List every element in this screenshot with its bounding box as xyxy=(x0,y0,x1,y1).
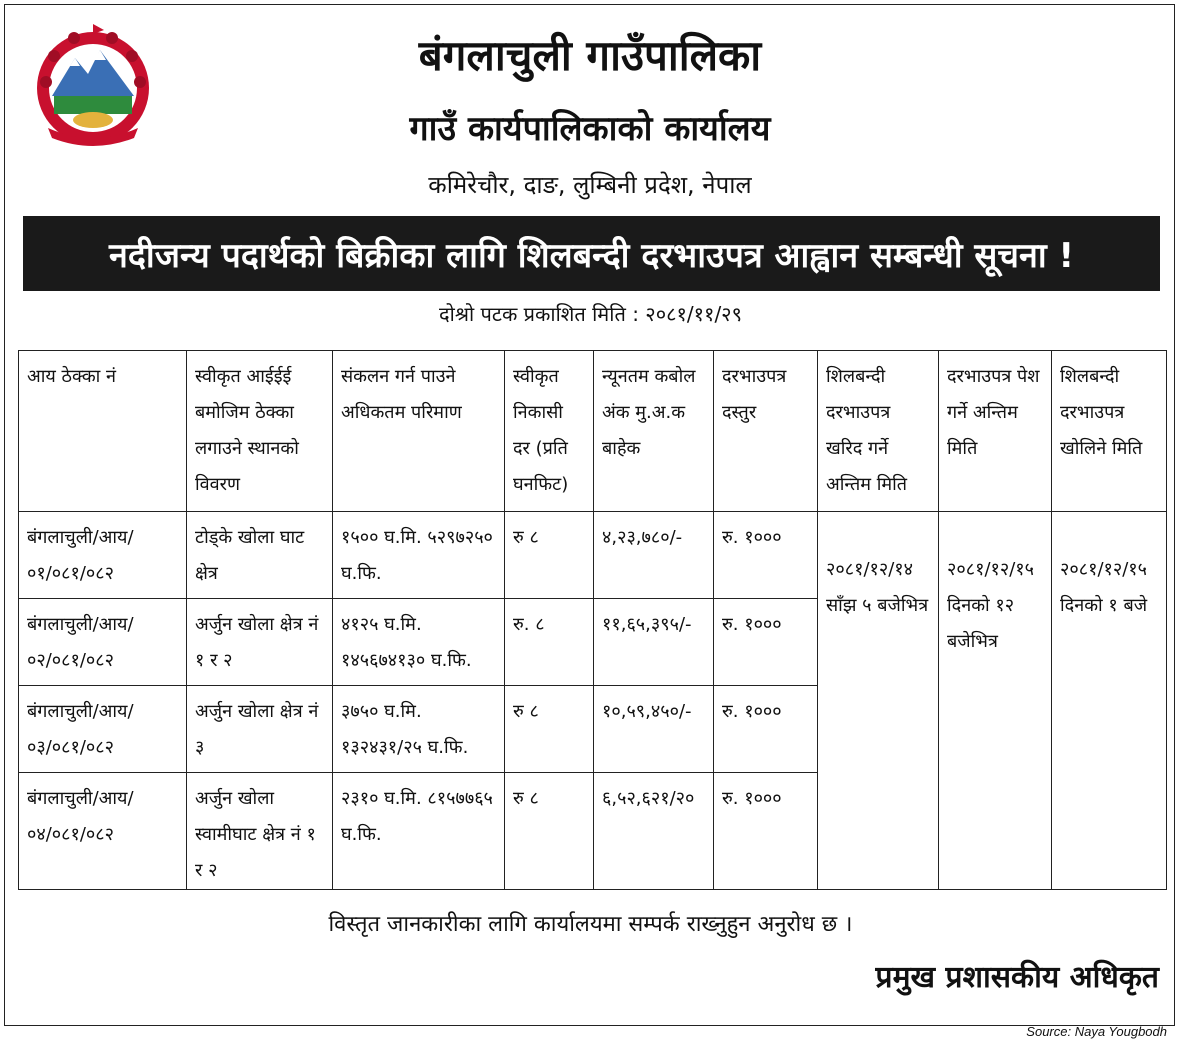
column-header: दरभाउपत्र दस्तुर xyxy=(714,351,818,512)
officer-signature: प्रमुख प्रशासकीय अधिकृत xyxy=(875,960,1159,995)
column-header: शिलबन्दी दरभाउपत्र खरिद गर्ने अन्तिम मिति xyxy=(818,351,939,512)
notice-banner xyxy=(23,216,1160,291)
office-title: गाउँ कार्यपालिकाको कार्यालय xyxy=(409,109,771,149)
contract-number-cell: बंगलाचुली/आय/०४/०८१/०८२ xyxy=(19,773,187,890)
fee-cell: रु. १००० xyxy=(714,512,818,599)
quantity-cell: ४१२५ घ.मि. १४५६७४१३० घ.फि. xyxy=(333,599,505,686)
rate-cell: रु ८ xyxy=(505,686,594,773)
fee-cell: रु. १००० xyxy=(714,686,818,773)
location-cell: अर्जुन खोला क्षेत्र नं ३ xyxy=(187,686,333,773)
column-header: आय ठेक्का नं xyxy=(19,351,187,512)
quantity-cell: १५०० घ.मि. ५२९७२५० घ.फि. xyxy=(333,512,505,599)
location-cell: अर्जुन खोला क्षेत्र नं १ र २ xyxy=(187,599,333,686)
column-header: स्वीकृत निकासी दर (प्रति घनफिट) xyxy=(505,351,594,512)
column-header: स्वीकृत आईईई बमोजिम ठेक्का लगाउने स्थानको विवरण xyxy=(187,351,333,512)
column-header: न्यूनतम कबोल अंक मु.अ.क बाहेक xyxy=(594,351,714,512)
contact-note: विस्तृत जानकारीका लागि कार्यालयमा सम्पर्क राख्नुहुन अनुरोध छ । xyxy=(328,912,853,937)
purchase-deadline-cell: २०८१/१२/१४ साँझ ५ बजेभित्र xyxy=(818,512,939,890)
contract-number-cell: बंगलाचुली/आय/०२/०८१/०८२ xyxy=(19,599,187,686)
opening-date-cell: २०८१/१२/१५ दिनको १ बजे xyxy=(1052,512,1167,890)
column-header: संकलन गर्न पाउने अधिकतम परिमाण xyxy=(333,351,505,512)
rate-cell: रु ८ xyxy=(505,512,594,599)
min-bid-cell: ११,६५,३९५/- xyxy=(594,599,714,686)
location-cell: टोड्के खोला घाट क्षेत्र xyxy=(187,512,333,599)
contract-number-cell: बंगलाचुली/आय/०३/०८१/०८२ xyxy=(19,686,187,773)
office-address: कमिरेचौर, दाङ, लुम्बिनी प्रदेश, नेपाल xyxy=(428,171,752,199)
location-cell: अर्जुन खोला स्वामीघाट क्षेत्र नं १ र २ xyxy=(187,773,333,890)
min-bid-cell: ४,२३,७८०/- xyxy=(594,512,714,599)
table-header-row xyxy=(19,351,1167,512)
quantity-cell: २३१० घ.मि. ८१५७७६५ घ.फि. xyxy=(333,773,505,890)
column-header: दरभाउपत्र पेश गर्ने अन्तिम मिति xyxy=(939,351,1052,512)
table-row xyxy=(19,512,1167,599)
nepal-government-emblem-icon xyxy=(30,22,156,152)
rate-cell: रु ८ xyxy=(505,773,594,890)
contract-number-cell: बंगलाचुली/आय/०१/०८१/०८२ xyxy=(19,512,187,599)
notice-title: नदीजन्य पदार्थको बिक्रीका लागि शिलबन्दी दरभाउपत्र आह्वान सम्बन्धी सूचना ! xyxy=(109,235,1074,276)
min-bid-cell: १०,५९,४५०/- xyxy=(594,686,714,773)
min-bid-cell: ६,५२,६२१/२० xyxy=(594,773,714,890)
fee-cell: रु. १००० xyxy=(714,773,818,890)
quantity-cell: ३७५० घ.मि. १३२४३१/२५ घ.फि. xyxy=(333,686,505,773)
fee-cell: रु. १००० xyxy=(714,599,818,686)
column-header: शिलबन्दी दरभाउपत्र खोलिने मिति xyxy=(1052,351,1167,512)
source-credit: Source: Naya Yougbodh xyxy=(1026,1024,1167,1039)
municipality-title: बंगलाचुली गाउँपालिका xyxy=(418,31,762,80)
rate-cell: रु. ८ xyxy=(505,599,594,686)
submission-deadline-cell: २०८१/१२/१५ दिनको १२ बजेभित्र xyxy=(939,512,1052,890)
publication-date: दोश्रो पटक प्रकाशित मिति : २०८१/११/२९ xyxy=(439,302,742,326)
tender-table xyxy=(18,350,1167,890)
